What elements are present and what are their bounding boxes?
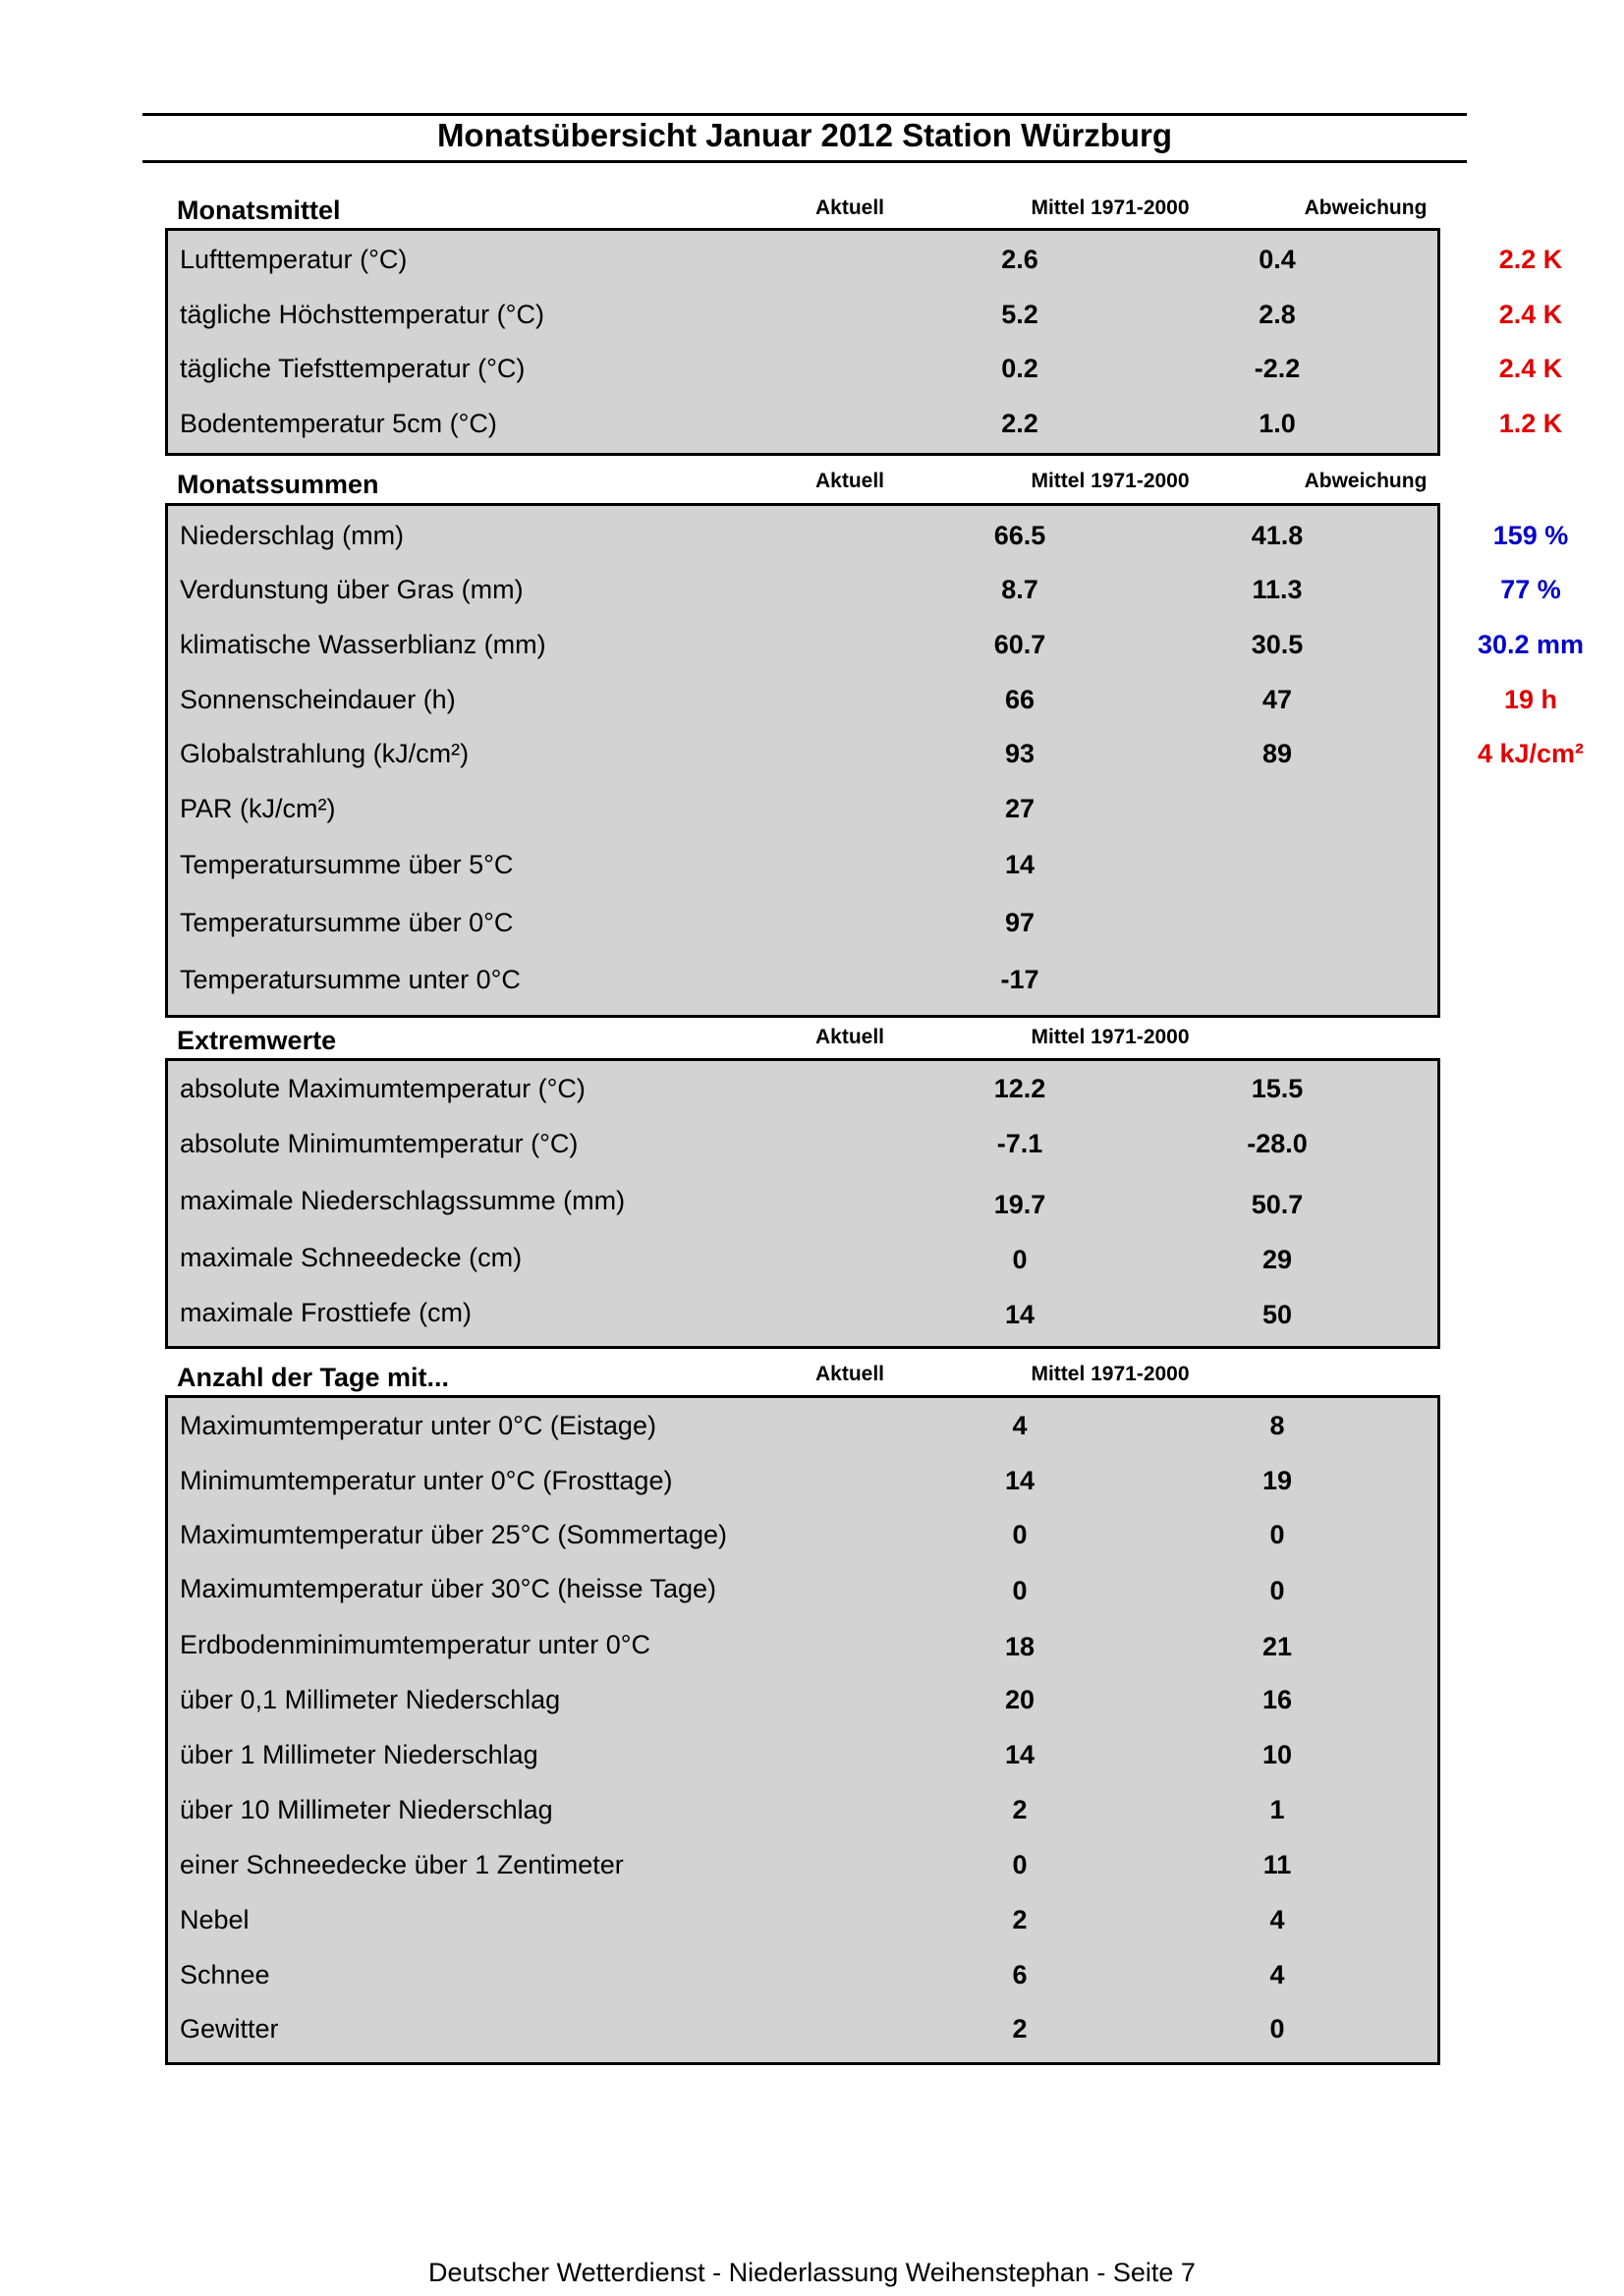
page-title: Monatsübersicht Januar 2012 Station Würzburg — [436, 117, 1173, 153]
value-mittel: -2.2 — [1254, 354, 1301, 383]
value-aktuell: 2 — [1012, 1795, 1028, 1824]
extremwerte-table — [165, 1058, 1440, 1349]
table-row — [168, 516, 1569, 555]
table-row — [168, 240, 1563, 279]
value-mittel: 41.8 — [1251, 521, 1304, 550]
table-row — [168, 1790, 1437, 1829]
value-abweichung: 2.2 K — [1498, 245, 1563, 274]
column-header-aktuell: Aktuell — [814, 1363, 884, 1385]
value-aktuell: 66 — [1004, 685, 1036, 714]
value-mittel: 50.7 — [1251, 1190, 1304, 1219]
value-aktuell: 5.2 — [1001, 300, 1038, 329]
row-label: maximale Schneedecke (cm) — [180, 1243, 523, 1272]
row-label: maximale Frosttiefe (cm) — [180, 1298, 473, 1327]
table-row — [168, 680, 1558, 719]
value-aktuell: 19.7 — [993, 1190, 1046, 1219]
monatssummen-table — [165, 503, 1585, 1018]
value-mittel: 89 — [1261, 739, 1293, 768]
row-label: Maximumtemperatur über 30°C (heisse Tage) — [180, 1574, 717, 1603]
section-title-monatsmittel: Monatsmittel — [177, 196, 341, 225]
row-label: Verdunstung über Gras (mm) — [180, 575, 524, 604]
row-label: Lufttemperatur (°C) — [180, 245, 408, 274]
value-aktuell: -17 — [1000, 965, 1039, 994]
table-row — [168, 1680, 1437, 1719]
title-bottom-rule — [142, 160, 1467, 163]
value-abweichung: 1.2 K — [1498, 409, 1563, 438]
column-header-aktuell: Aktuell — [814, 470, 884, 492]
section-title-tage: Anzahl der Tage mit... — [177, 1363, 450, 1392]
value-mittel: 4 — [1269, 1905, 1285, 1934]
value-mittel: 29 — [1261, 1245, 1293, 1274]
row-label: Minimumtemperatur unter 0°C (Frosttage) — [180, 1466, 673, 1495]
value-abweichung: 4 kJ/cm² — [1477, 739, 1585, 768]
column-header-abweichung: Abweichung — [1304, 196, 1428, 219]
tage-table — [165, 1395, 1440, 2065]
table-row — [168, 1569, 1437, 1608]
row-label: über 1 Millimeter Niederschlag — [180, 1740, 538, 1769]
value-mittel: 19 — [1261, 1466, 1293, 1495]
value-aktuell: 97 — [1004, 908, 1036, 937]
row-label: Globalstrahlung (kJ/cm²) — [180, 739, 470, 768]
table-row — [168, 295, 1563, 334]
value-aktuell: 2.6 — [1001, 245, 1038, 274]
value-mittel: 4 — [1269, 1960, 1285, 1989]
value-mittel: 16 — [1261, 1685, 1293, 1714]
value-mittel: 0 — [1269, 1520, 1285, 1549]
row-label: PAR (kJ/cm²) — [180, 794, 336, 823]
row-label: über 10 Millimeter Niederschlag — [180, 1795, 553, 1824]
table-row — [168, 2009, 1437, 2048]
table-row — [168, 1069, 1437, 1108]
row-label: Bodentemperatur 5cm (°C) — [180, 409, 497, 438]
column-header-aktuell: Aktuell — [814, 196, 884, 219]
value-aktuell: 12.2 — [993, 1074, 1046, 1103]
value-aktuell: 14 — [1004, 850, 1036, 879]
value-abweichung: 30.2 mm — [1477, 630, 1585, 659]
table-row — [168, 845, 1437, 884]
value-mittel: 0.4 — [1259, 245, 1296, 274]
value-aktuell: 14 — [1004, 1300, 1036, 1329]
row-label: Niederschlag (mm) — [180, 521, 405, 550]
value-aktuell: 8.7 — [1001, 575, 1038, 604]
column-header-mittel: Mittel 1971-2000 — [1031, 1363, 1190, 1385]
value-aktuell: 18 — [1004, 1632, 1036, 1661]
value-aktuell: 6 — [1012, 1960, 1028, 1989]
value-aktuell: 2 — [1012, 2014, 1028, 2044]
value-mittel: 21 — [1261, 1632, 1293, 1661]
row-label: Schnee — [180, 1960, 270, 1989]
value-aktuell: 93 — [1004, 739, 1036, 768]
value-abweichung: 77 % — [1500, 575, 1561, 604]
table-row — [168, 1293, 1437, 1332]
row-label: Temperatursumme über 5°C — [180, 850, 514, 879]
value-mittel: 47 — [1261, 685, 1293, 714]
table-row — [168, 960, 1437, 999]
value-aktuell: 20 — [1004, 1685, 1036, 1714]
table-row — [168, 1181, 1437, 1220]
value-mittel: -28.0 — [1247, 1129, 1308, 1158]
row-label: Temperatursumme über 0°C — [180, 908, 514, 937]
value-aktuell: 27 — [1004, 794, 1036, 823]
row-label: Sonnenscheindauer (h) — [180, 685, 456, 714]
value-aktuell: 0 — [1012, 1576, 1028, 1605]
row-label: Gewitter — [180, 2014, 279, 2044]
value-mittel: 30.5 — [1251, 630, 1304, 659]
table-row — [168, 349, 1563, 388]
value-aktuell: 66.5 — [993, 521, 1046, 550]
value-mittel: 0 — [1269, 1576, 1285, 1605]
column-header-mittel: Mittel 1971-2000 — [1031, 1026, 1190, 1048]
monatsmittel-table — [165, 228, 1563, 456]
column-header-mittel: Mittel 1971-2000 — [1031, 470, 1190, 492]
table-row — [168, 1461, 1437, 1500]
row-label: absolute Maximumtemperatur (°C) — [180, 1074, 586, 1103]
value-mittel: 10 — [1261, 1740, 1293, 1769]
value-abweichung: 159 % — [1492, 521, 1569, 550]
table-row — [168, 1406, 1437, 1445]
value-abweichung: 2.4 K — [1498, 354, 1563, 383]
row-label: tägliche Höchsttemperatur (°C) — [180, 300, 544, 329]
value-mittel: 0 — [1269, 2014, 1285, 2044]
value-aktuell: 0 — [1012, 1850, 1028, 1879]
page-footer: Deutscher Wetterdienst - Niederlassung Weihenstephan - Seite 7 — [428, 2258, 1196, 2287]
table-row — [168, 1124, 1437, 1163]
value-abweichung: 19 h — [1503, 685, 1558, 714]
table-row — [168, 1735, 1437, 1774]
value-aktuell: -7.1 — [996, 1129, 1043, 1158]
row-label: tägliche Tiefsttemperatur (°C) — [180, 354, 526, 383]
value-mittel: 1.0 — [1259, 409, 1296, 438]
value-mittel: 8 — [1269, 1411, 1285, 1440]
table-row — [168, 570, 1561, 609]
row-label: Maximumtemperatur über 25°C (Sommertage) — [180, 1520, 727, 1549]
row-label: maximale Niederschlagssumme (mm) — [180, 1186, 626, 1215]
row-label: über 0,1 Millimeter Niederschlag — [180, 1685, 561, 1714]
row-label: klimatische Wasserblianz (mm) — [180, 630, 546, 659]
value-aktuell: 14 — [1004, 1740, 1036, 1769]
table-row — [168, 404, 1563, 443]
table-row — [168, 1955, 1437, 1994]
table-row — [168, 1238, 1437, 1277]
value-aktuell: 0.2 — [1001, 354, 1038, 383]
table-row — [168, 1900, 1437, 1939]
value-aktuell: 0 — [1012, 1520, 1028, 1549]
table-row — [168, 789, 1437, 828]
value-aktuell: 4 — [1012, 1411, 1028, 1440]
table-row — [168, 1845, 1437, 1884]
section-title-extremwerte: Extremwerte — [177, 1026, 337, 1055]
row-label: Nebel — [180, 1905, 250, 1934]
table-row — [168, 903, 1437, 942]
value-mittel: 11.3 — [1252, 575, 1303, 604]
value-aktuell: 2 — [1012, 1905, 1028, 1934]
value-aktuell: 0 — [1012, 1245, 1028, 1274]
value-aktuell: 2.2 — [1001, 409, 1038, 438]
table-row — [168, 1625, 1437, 1664]
column-header-abweichung: Abweichung — [1304, 470, 1428, 492]
value-abweichung: 2.4 K — [1498, 300, 1563, 329]
column-header-aktuell: Aktuell — [814, 1026, 884, 1048]
value-mittel: 15.5 — [1251, 1074, 1304, 1103]
value-mittel: 1 — [1269, 1795, 1285, 1824]
row-label: Erdbodenminimumtemperatur unter 0°C — [180, 1630, 651, 1659]
column-header-mittel: Mittel 1971-2000 — [1031, 196, 1190, 219]
value-aktuell: 60.7 — [993, 630, 1046, 659]
table-row — [168, 734, 1585, 773]
row-label: absolute Minimumtemperatur (°C) — [180, 1129, 579, 1158]
table-row — [168, 1515, 1437, 1554]
row-label: Maximumtemperatur unter 0°C (Eistage) — [180, 1411, 656, 1440]
value-aktuell: 14 — [1004, 1466, 1036, 1495]
row-label: Temperatursumme unter 0°C — [180, 965, 521, 994]
value-mittel: 11 — [1262, 1850, 1292, 1879]
table-row — [168, 625, 1585, 664]
row-label: einer Schneedecke über 1 Zentimeter — [180, 1850, 624, 1879]
value-mittel: 2.8 — [1259, 300, 1296, 329]
value-mittel: 50 — [1261, 1300, 1293, 1329]
section-title-monatssummen: Monatssummen — [177, 470, 379, 499]
